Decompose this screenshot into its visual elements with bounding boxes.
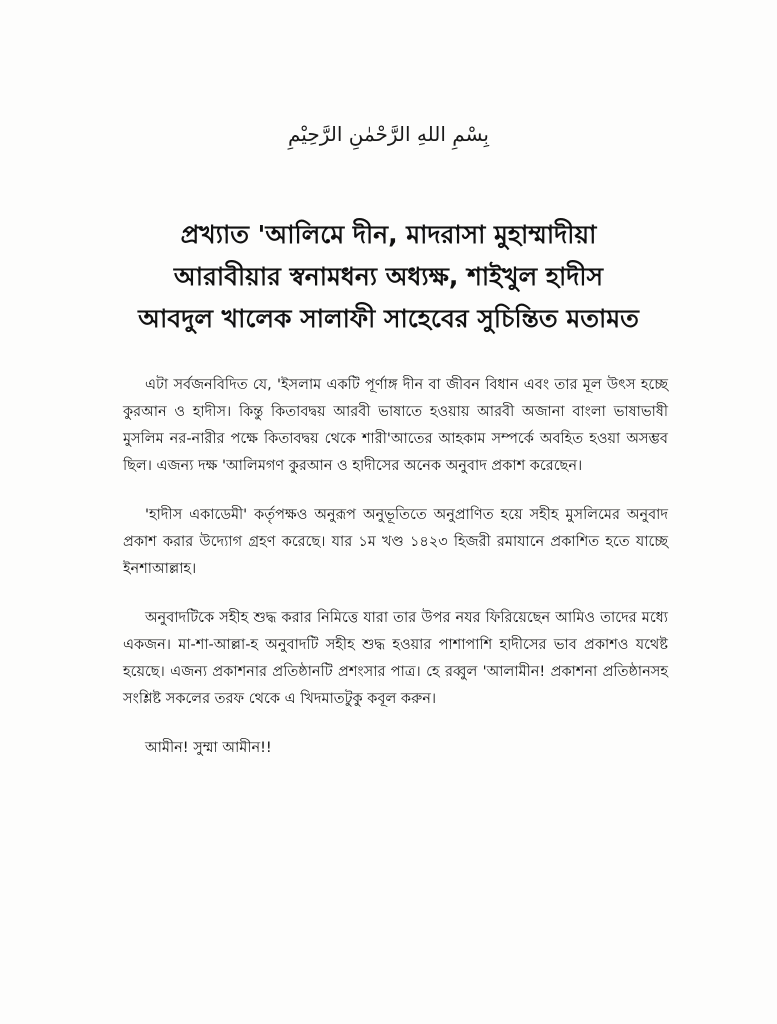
bismillah-heading: بِسْمِ اللهِ الرَّحْمٰنِ الرَّحِيْمِ — [287, 122, 489, 146]
paragraph-3: অনুবাদটিকে সহীহ শুদ্ধ করার নিমিত্তে যারা তার উপর নযর ফিরিয়েছেন আমিও তাদের মধ্যে একজন। মা-শা-আল্লা-হ অনুবাদটি সহীহ শুদ্ধ হওয়ার পাশাপাশি হাদীসের ভাব প্রকাশও যথেষ্ট হয়েছে। এজন্য প্রকাশনার প্রতিষ্ঠানটি প্রশংসার পাত্র। হে রব্বুল 'আলামীন! প্রকাশনা প্রতিষ্ঠানসহ সংশ্লিষ্ট সকলের তরফ থেকে এ খিদমাতটুকু কবূল করুন। — [123, 610, 668, 707]
body-text — [123, 372, 668, 762]
closing-line: আমীন! সুম্মা আমীন!! — [145, 740, 272, 756]
title-line-1: প্রখ্যাত 'আলিমে দীন, মাদরাসা মুহাম্মাদীয়া — [180, 220, 597, 249]
page-title — [40, 214, 737, 340]
paragraph-2: 'হাদীস একাডেমী' কর্তৃপক্ষও অনুরূপ অনুভূতিতে অনুপ্রাণিত হয়ে সহীহ মুসলিমের অনুবাদ প্রকাশ করার উদ্যোগ গ্রহণ করেছে। যার ১ম খণ্ড ১৪২৩ হিজরী রমাযানে প্রকাশিত হতে যাচ্ছে ইনশাআল্লাহ। — [123, 507, 668, 577]
title-line-3: আবদুল খালেক সালাফী সাহেবের সুচিন্তিত মতামত — [138, 304, 639, 333]
title-line-2: আরাবীয়ার স্বনামধন্য অধ্যক্ষ, শাইখুল হাদীস — [173, 262, 604, 291]
paragraph-1: এটা সর্বজনবিদিত যে, 'ইসলাম একটি পূর্ণাঙ্গ দীন বা জীবন বিধান এবং তার মূল উৎস হচ্ছে কুরআন ও হাদীস। কিন্তু কিতাবদ্বয় আরবী ভাষাতে হওয়ায় আরবী অজানা বাংলা ভাষাভাষী মুসলিম নর-নারীর পক্ষে কিতাবদ্বয় থেকে শারী'আতের আহকাম সম্পর্কে অবহিত হওয়া অসম্ভব ছিল। এজন্য দক্ষ 'আলিমগণ কুরআন ও হাদীসের অনেক অনুবাদ প্রকাশ করেছেন। — [123, 377, 668, 474]
